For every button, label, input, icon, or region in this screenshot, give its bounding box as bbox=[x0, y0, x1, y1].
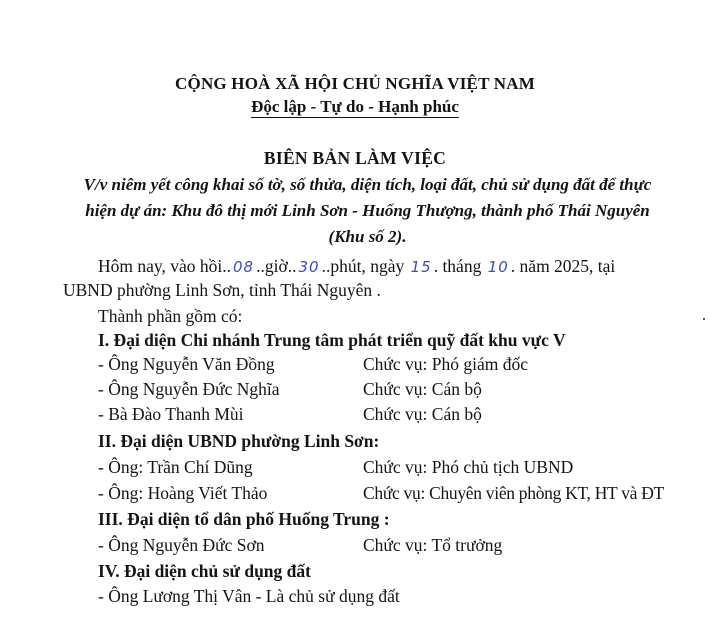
member-role: Chức vụ: Chuyên viên phòng KT, HT và ĐT bbox=[363, 483, 664, 503]
intro-text-5: năm 2025, tại bbox=[519, 256, 616, 276]
member-name: - Ông Nguyễn Văn Đồng bbox=[98, 354, 275, 374]
member-role: Chức vụ: Phó chủ tịch UBND bbox=[363, 457, 574, 477]
section-heading-1: I. Đại diện Chi nhánh Trung tâm phát triển quỹ đất khu vực V bbox=[98, 330, 566, 350]
handwritten-minute: 30 bbox=[298, 258, 320, 276]
handwritten-month: 10 bbox=[487, 258, 509, 276]
handwritten-day: 15 bbox=[410, 258, 432, 276]
member-name: - Bà Đào Thanh Mùi bbox=[98, 404, 244, 424]
intro-text-4: tháng bbox=[442, 256, 482, 276]
intro-line-2: UBND phường Linh Sơn, tỉnh Thái Nguyên . bbox=[63, 280, 381, 300]
motto-text: Độc lập - Tự do - Hạnh phúc bbox=[251, 97, 459, 116]
member-role: Chức vụ: Tổ trưởng bbox=[363, 535, 503, 555]
intro-text-1: Hôm nay, vào hồi bbox=[98, 256, 223, 276]
section-heading-3: III. Đại diện tổ dân phố Huống Trung : bbox=[98, 509, 390, 529]
intro-text-3: phút, ngày bbox=[330, 256, 405, 276]
intro-text-2: giờ bbox=[264, 256, 288, 276]
section-heading-2: II. Đại diện UBND phường Linh Sơn: bbox=[98, 431, 380, 451]
member-name: - Ông: Hoàng Viết Thảo bbox=[98, 483, 268, 503]
intro-line-1: Hôm nay, vào hồi.. 08 ..giờ.. 30 ..phút, ngày 15 . tháng 10 . năm 2025, tại bbox=[98, 256, 616, 276]
member-role: Chức vụ: Cán bộ bbox=[363, 379, 482, 399]
member-name: - Ông Nguyễn Đức Nghĩa bbox=[98, 379, 280, 399]
member-role: Chức vụ: Cán bộ bbox=[363, 404, 482, 424]
member-role: Chức vụ: Phó giám đốc bbox=[363, 354, 529, 374]
section-heading-4: IV. Đại diện chủ sử dụng đất bbox=[98, 561, 311, 581]
participants-label: Thành phần gồm có: bbox=[98, 306, 243, 326]
handwritten-hour: 08 bbox=[233, 258, 255, 276]
member-name: - Ông: Trần Chí Dũng bbox=[98, 457, 253, 477]
scan-speck bbox=[703, 318, 705, 320]
member-name: - Ông Nguyễn Đức Sơn bbox=[98, 535, 265, 555]
national-title: CỘNG HOÀ XÃ HỘI CHỦ NGHĨA VIỆT NAM bbox=[175, 74, 535, 93]
motto bbox=[0, 97, 710, 117]
document-title: BIÊN BẢN LÀM VIỆC bbox=[263, 148, 447, 168]
member-name: - Ông Lương Thị Vân - Là chủ sử dụng đất bbox=[98, 586, 400, 606]
document-subject: V/v niêm yết công khai số tờ, số thửa, diện tích, loại đất, chủ sử dụng đất để thực hiện dự án: Khu đô thị mới Linh Sơn - Huống Thượng, thành phố Thái Nguyên (Khu số 2). bbox=[83, 175, 652, 246]
